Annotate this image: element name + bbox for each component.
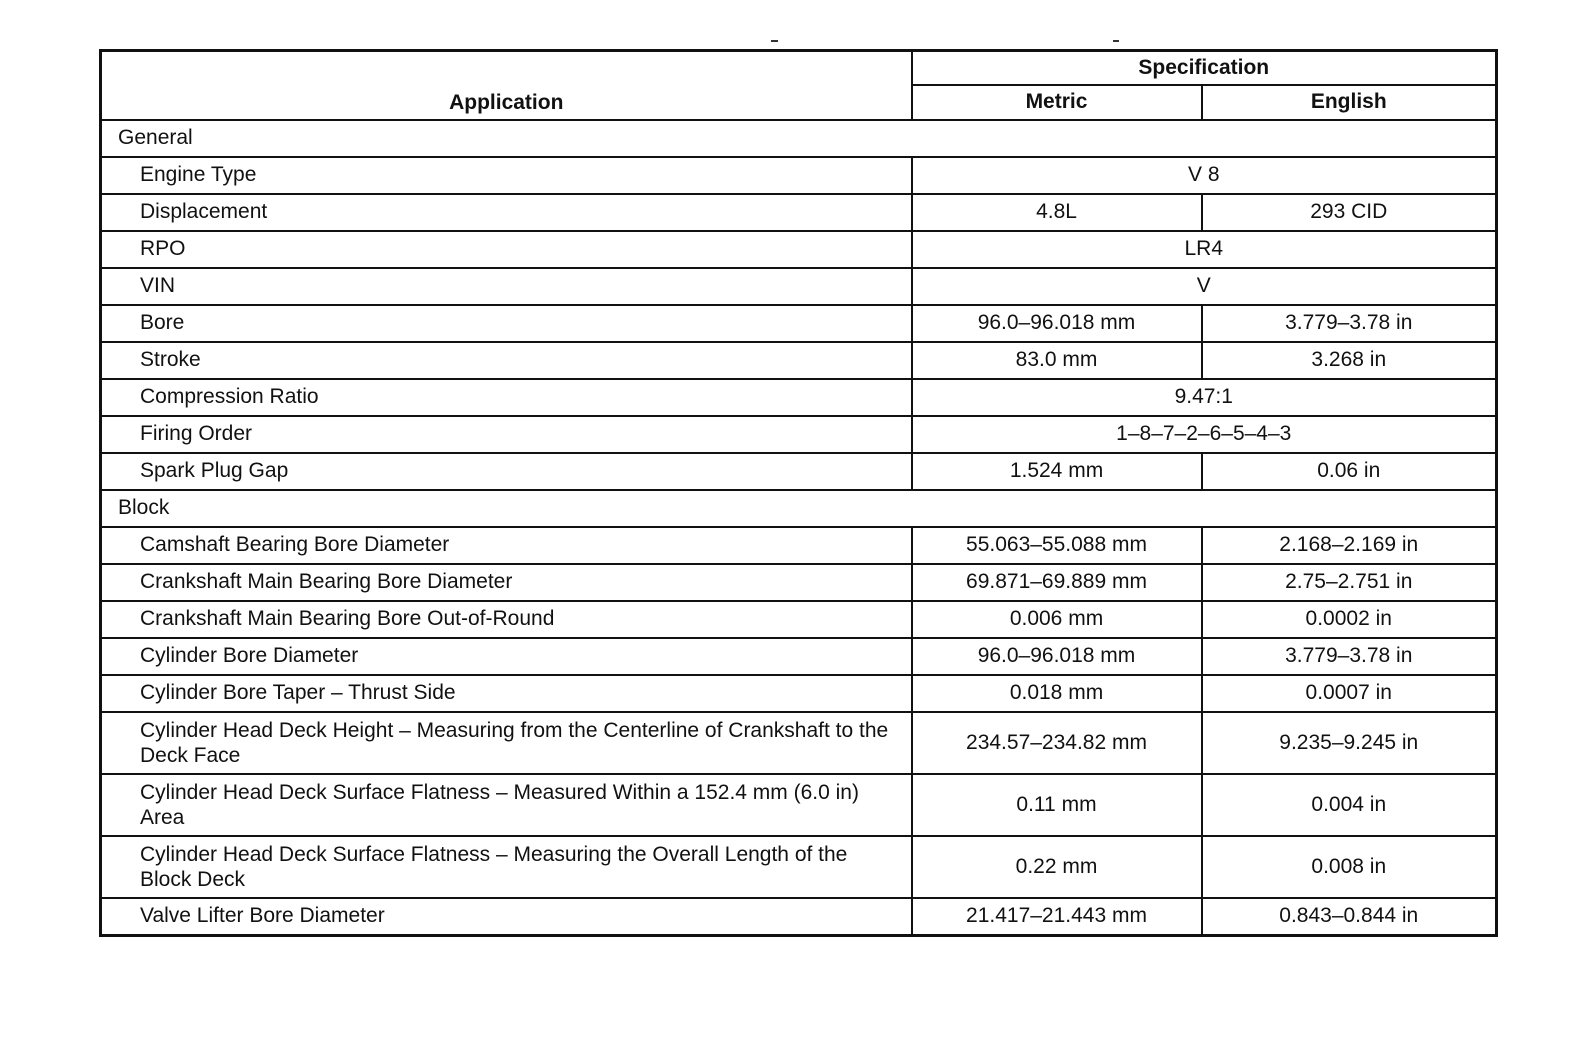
application-cell: Crankshaft Main Bearing Bore Out-of-Round bbox=[101, 601, 912, 638]
table-row bbox=[101, 712, 1497, 774]
scan-mark-left bbox=[771, 40, 778, 42]
metric-value-cell: 0.018 mm bbox=[912, 675, 1202, 712]
combined-value-cell: V bbox=[912, 268, 1497, 305]
metric-value-cell: 96.0–96.018 mm bbox=[912, 638, 1202, 675]
table-row bbox=[101, 416, 1497, 453]
metric-value-cell: 0.006 mm bbox=[912, 601, 1202, 638]
metric-header: Metric bbox=[912, 85, 1202, 120]
table-row bbox=[101, 231, 1497, 268]
section-title: General bbox=[101, 120, 1497, 157]
english-value-cell: 2.168–2.169 in bbox=[1202, 527, 1497, 564]
scan-mark-right bbox=[1113, 40, 1119, 42]
metric-value-cell: 21.417–21.443 mm bbox=[912, 898, 1202, 936]
metric-value-cell: 96.0–96.018 mm bbox=[912, 305, 1202, 342]
application-cell: Stroke bbox=[101, 342, 912, 379]
english-value-cell: 0.0007 in bbox=[1202, 675, 1497, 712]
metric-value-cell: 0.11 mm bbox=[912, 774, 1202, 836]
application-cell: Cylinder Head Deck Surface Flatness – Measuring the Overall Length of the Block Deck bbox=[101, 836, 912, 898]
metric-value-cell: 55.063–55.088 mm bbox=[912, 527, 1202, 564]
combined-value-cell: 1–8–7–2–6–5–4–3 bbox=[912, 416, 1497, 453]
application-cell: Cylinder Head Deck Surface Flatness – Measured Within a 152.4 mm (6.0 in) Area bbox=[101, 774, 912, 836]
application-cell: Engine Type bbox=[101, 157, 912, 194]
english-value-cell: 0.004 in bbox=[1202, 774, 1497, 836]
combined-value-cell: LR4 bbox=[912, 231, 1497, 268]
english-header: English bbox=[1202, 85, 1497, 120]
metric-value-cell: 234.57–234.82 mm bbox=[912, 712, 1202, 774]
application-cell: Displacement bbox=[101, 194, 912, 231]
table-row bbox=[101, 836, 1497, 898]
metric-value-cell: 4.8L bbox=[912, 194, 1202, 231]
table-row bbox=[101, 379, 1497, 416]
section-title: Block bbox=[101, 490, 1497, 527]
table-row bbox=[101, 675, 1497, 712]
specification-header: Specification bbox=[912, 51, 1497, 85]
application-cell: Valve Lifter Bore Diameter bbox=[101, 898, 912, 936]
metric-value-cell: 1.524 mm bbox=[912, 453, 1202, 490]
english-value-cell: 0.843–0.844 in bbox=[1202, 898, 1497, 936]
english-value-cell: 2.75–2.751 in bbox=[1202, 564, 1497, 601]
application-cell: Cylinder Head Deck Height – Measuring from the Centerline of Crankshaft to the Deck Face bbox=[101, 712, 912, 774]
table-header bbox=[101, 51, 1497, 120]
table-body bbox=[101, 120, 1497, 936]
table-row bbox=[101, 774, 1497, 836]
metric-value-cell: 0.22 mm bbox=[912, 836, 1202, 898]
table-row bbox=[101, 898, 1497, 936]
table-row bbox=[101, 601, 1497, 638]
application-cell: Firing Order bbox=[101, 416, 912, 453]
table-row bbox=[101, 564, 1497, 601]
metric-value-cell: 69.871–69.889 mm bbox=[912, 564, 1202, 601]
table-row bbox=[101, 268, 1497, 305]
application-cell: Bore bbox=[101, 305, 912, 342]
application-cell: VIN bbox=[101, 268, 912, 305]
english-value-cell: 0.008 in bbox=[1202, 836, 1497, 898]
engine-specification-table bbox=[99, 49, 1498, 937]
application-cell: Cylinder Bore Taper – Thrust Side bbox=[101, 675, 912, 712]
table-row bbox=[101, 342, 1497, 379]
combined-value-cell: V 8 bbox=[912, 157, 1497, 194]
application-cell: Cylinder Bore Diameter bbox=[101, 638, 912, 675]
combined-value-cell: 9.47:1 bbox=[912, 379, 1497, 416]
application-cell: Compression Ratio bbox=[101, 379, 912, 416]
application-header: Application bbox=[101, 51, 912, 120]
table-row bbox=[101, 453, 1497, 490]
english-value-cell: 3.268 in bbox=[1202, 342, 1497, 379]
english-value-cell: 0.0002 in bbox=[1202, 601, 1497, 638]
table-row bbox=[101, 194, 1497, 231]
application-cell: Spark Plug Gap bbox=[101, 453, 912, 490]
table-row bbox=[101, 157, 1497, 194]
table-row bbox=[101, 527, 1497, 564]
metric-value-cell: 83.0 mm bbox=[912, 342, 1202, 379]
application-cell: Crankshaft Main Bearing Bore Diameter bbox=[101, 564, 912, 601]
table-row bbox=[101, 305, 1497, 342]
english-value-cell: 0.06 in bbox=[1202, 453, 1497, 490]
english-value-cell: 3.779–3.78 in bbox=[1202, 638, 1497, 675]
english-value-cell: 3.779–3.78 in bbox=[1202, 305, 1497, 342]
english-value-cell: 9.235–9.245 in bbox=[1202, 712, 1497, 774]
table-row bbox=[101, 638, 1497, 675]
english-value-cell: 293 CID bbox=[1202, 194, 1497, 231]
section-row-block bbox=[101, 490, 1497, 527]
application-cell: Camshaft Bearing Bore Diameter bbox=[101, 527, 912, 564]
section-row-general bbox=[101, 120, 1497, 157]
application-cell: RPO bbox=[101, 231, 912, 268]
